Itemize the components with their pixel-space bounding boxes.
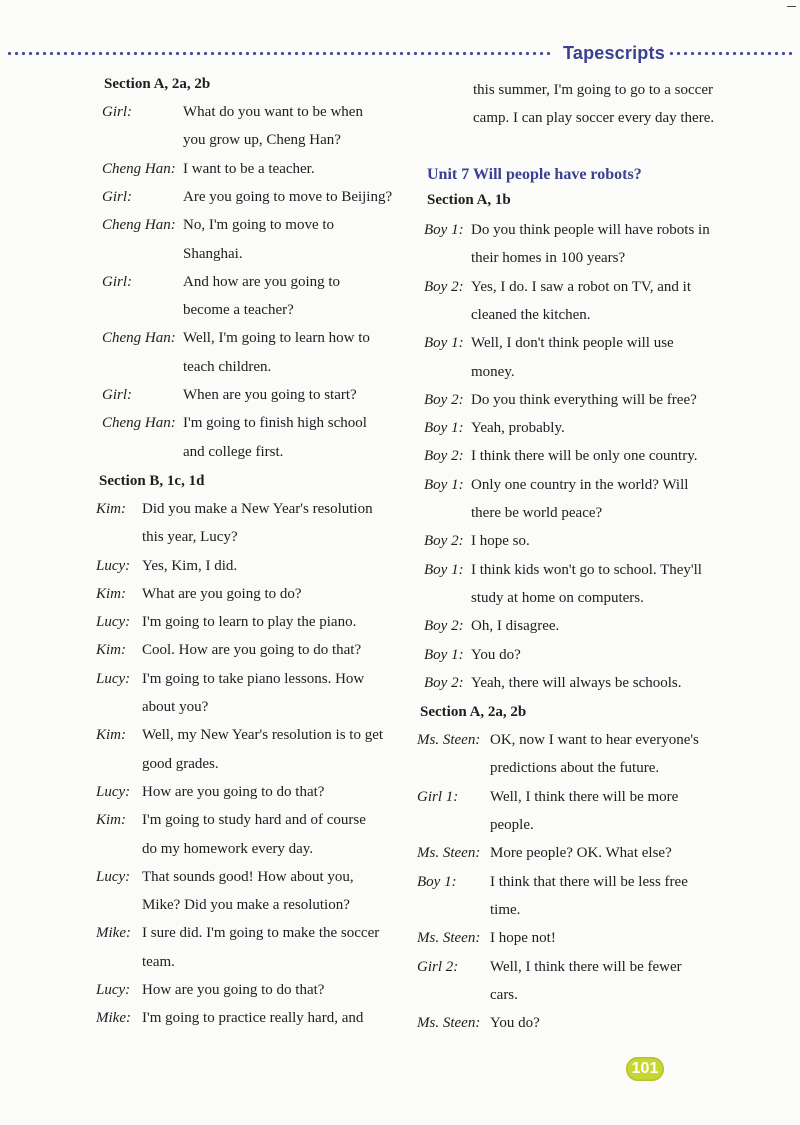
speaker-label: Girl: — [102, 387, 132, 403]
speaker-label: Mike: — [96, 925, 131, 942]
dialogue-line: predictions about the future. — [490, 760, 660, 777]
dialogue-line: I hope so. — [471, 533, 530, 550]
dialogue-line: Yeah, there will always be schools. — [471, 674, 682, 691]
dialogue-line: Do you think people will have robots in — [471, 222, 710, 238]
speaker-label: Kim: — [96, 812, 126, 829]
dialogue-line: I'm going to learn to play the piano. — [142, 614, 357, 631]
speaker-label: Cheng Han: — [102, 160, 176, 177]
speaker-label: Lucy: — [96, 783, 131, 800]
dialogue-line: I'm going to finish high school — [183, 415, 367, 432]
dialogue-line: cleaned the kitchen. — [471, 306, 591, 323]
dialogue-line: I want to be a teacher. — [183, 160, 315, 177]
speaker-label: Boy 1: — [424, 561, 464, 578]
speaker-label: Cheng Han: — [102, 217, 176, 234]
dialogue-line: I think that there will be less free — [490, 873, 688, 890]
speaker-label: Boy 2: — [424, 278, 464, 295]
dialogue-line: I'm going to take piano lessons. How — [142, 670, 365, 687]
dialogue-line: What do you want to be when — [183, 104, 363, 120]
speaker-label: Boy 1: — [424, 646, 464, 663]
dialogue-line: Only one country in the world? Will — [471, 476, 689, 493]
dialogue-line: Well, I think there will be more — [490, 788, 679, 805]
dialogue-line: How are you going to do that? — [142, 982, 325, 998]
dialogue-line: team. — [142, 953, 175, 970]
dialogue-line: I hope not! — [490, 930, 556, 947]
dialogue-line: What are you going to do? — [142, 585, 302, 602]
section-heading: Section A, 2a, 2b — [104, 76, 211, 92]
section-heading: Section A, 2a, 2b — [420, 704, 527, 721]
dialogue-line: there be world peace? — [471, 505, 603, 521]
section-heading: Section A, 1b — [427, 192, 511, 208]
dialogue-line: You do? — [490, 1015, 540, 1032]
unit-title: Unit 7 Will people have robots? — [427, 166, 642, 183]
dialogue-line: Well, I'm going to learn how to — [183, 330, 370, 347]
dialogue-line: Shanghai. — [183, 245, 243, 262]
dialogue-line: Well, I think there will be fewer — [490, 958, 682, 975]
dialogue-line: Cool. How are you going to do that? — [142, 642, 362, 659]
dialogue-line: I sure did. I'm going to make the soccer — [142, 925, 380, 942]
continuation-line: camp. I can play soccer every day there. — [473, 110, 715, 127]
speaker-label: Girl 1: — [417, 788, 459, 805]
page-number-badge: 101 — [626, 1057, 664, 1081]
speaker-label: Girl 2: — [417, 958, 459, 975]
speaker-label: Boy 1: — [424, 222, 464, 238]
dialogue-line: do my homework every day. — [142, 840, 314, 857]
header-title: Tapescripts — [563, 43, 665, 63]
speaker-label: Kim: — [96, 585, 126, 602]
dialogue-line: Yeah, probably. — [471, 420, 565, 437]
speaker-label: Lucy: — [96, 868, 131, 885]
section-heading: Section B, 1c, 1d — [99, 472, 205, 489]
speaker-label: Girl: — [102, 104, 132, 120]
dialogue-line: When are you going to start? — [183, 387, 357, 403]
dialogue-line: I think kids won't go to school. They'll — [471, 561, 702, 578]
header-dots-right — [668, 51, 794, 56]
speaker-label: Ms. Steen: — [417, 930, 481, 947]
speaker-label: Boy 1: — [424, 335, 464, 352]
dialogue-line: Are you going to move to Beijing? — [183, 188, 393, 205]
speaker-label: Boy 1: — [417, 873, 457, 890]
dialogue-line: and college first. — [183, 443, 284, 460]
speaker-label: Boy 2: — [424, 391, 464, 408]
speaker-label: Girl: — [102, 273, 132, 290]
dialogue-line: No, I'm going to move to — [183, 217, 335, 234]
dialogue-line: cars. — [490, 986, 518, 1003]
speaker-label: Boy 2: — [424, 533, 464, 550]
dialogue-line: Yes, I do. I saw a robot on TV, and it — [471, 278, 691, 295]
dialogue-line: people. — [490, 817, 534, 833]
dialogue-line: How are you going to do that? — [142, 783, 325, 800]
speaker-label: Boy 2: — [424, 448, 464, 465]
dialogue-line: More people? OK. What else? — [490, 845, 672, 862]
dialogue-line: about you? — [142, 699, 209, 715]
speaker-label: Boy 2: — [424, 674, 464, 691]
dialogue-line: Mike? Did you make a resolution? — [142, 897, 350, 914]
dialogue-line: Do you think everything will be free? — [471, 391, 697, 408]
page-header — [0, 42, 800, 68]
speaker-label: Boy 1: — [424, 476, 464, 493]
dialogue-line: you grow up, Cheng Han? — [183, 132, 341, 149]
dialogue-line: Well, my New Year's resolution is to get — [142, 727, 384, 744]
dialogue-line: I'm going to study hard and of course — [142, 812, 366, 829]
speaker-label: Kim: — [96, 500, 126, 517]
dialogue-line: their homes in 100 years? — [471, 250, 626, 267]
dialogue-line: this year, Lucy? — [142, 529, 238, 546]
header-dots-left — [6, 51, 554, 56]
speaker-label: Boy 1: — [424, 420, 464, 437]
speaker-label: Kim: — [96, 727, 126, 744]
dialogue-line: study at home on computers. — [471, 589, 644, 606]
speaker-label: Lucy: — [96, 557, 131, 574]
dialogue-line: I'm going to practice really hard, and — [142, 1010, 364, 1027]
speaker-label: Cheng Han: — [102, 330, 176, 347]
dialogue-line: teach children. — [183, 358, 272, 375]
dialogue-line: time. — [490, 901, 521, 918]
dialogue-line: You do? — [471, 646, 521, 663]
continuation-line: this summer, I'm going to go to a soccer — [473, 82, 713, 98]
speaker-label: Girl: — [102, 188, 132, 205]
dialogue-line: And how are you going to — [183, 273, 341, 290]
speaker-label: Lucy: — [96, 982, 131, 998]
dialogue-line: become a teacher? — [183, 302, 294, 319]
speaker-label: Ms. Steen: — [417, 845, 481, 862]
dialogue-line: OK, now I want to hear everyone's — [490, 732, 699, 749]
speaker-label: Ms. Steen: — [417, 732, 481, 749]
speaker-label: Mike: — [96, 1010, 131, 1027]
dialogue-line: Yes, Kim, I did. — [142, 557, 238, 574]
edge-mark — [787, 6, 796, 7]
dialogue-line: good grades. — [142, 755, 219, 772]
dialogue-line: That sounds good! How about you, — [142, 868, 354, 885]
speaker-label: Boy 2: — [424, 618, 464, 635]
speaker-label: Lucy: — [96, 614, 131, 631]
speaker-label: Ms. Steen: — [417, 1015, 481, 1032]
speaker-label: Kim: — [96, 642, 126, 659]
dialogue-line: Oh, I disagree. — [471, 618, 560, 635]
speaker-label: Cheng Han: — [102, 415, 176, 432]
dialogue-line: I think there will be only one country. — [471, 448, 698, 465]
dialogue-line: Well, I don't think people will use — [471, 335, 674, 352]
dialogue-line: money. — [471, 363, 515, 380]
dialogue-line: Did you make a New Year's resolution — [142, 500, 373, 517]
speaker-label: Lucy: — [96, 670, 131, 687]
